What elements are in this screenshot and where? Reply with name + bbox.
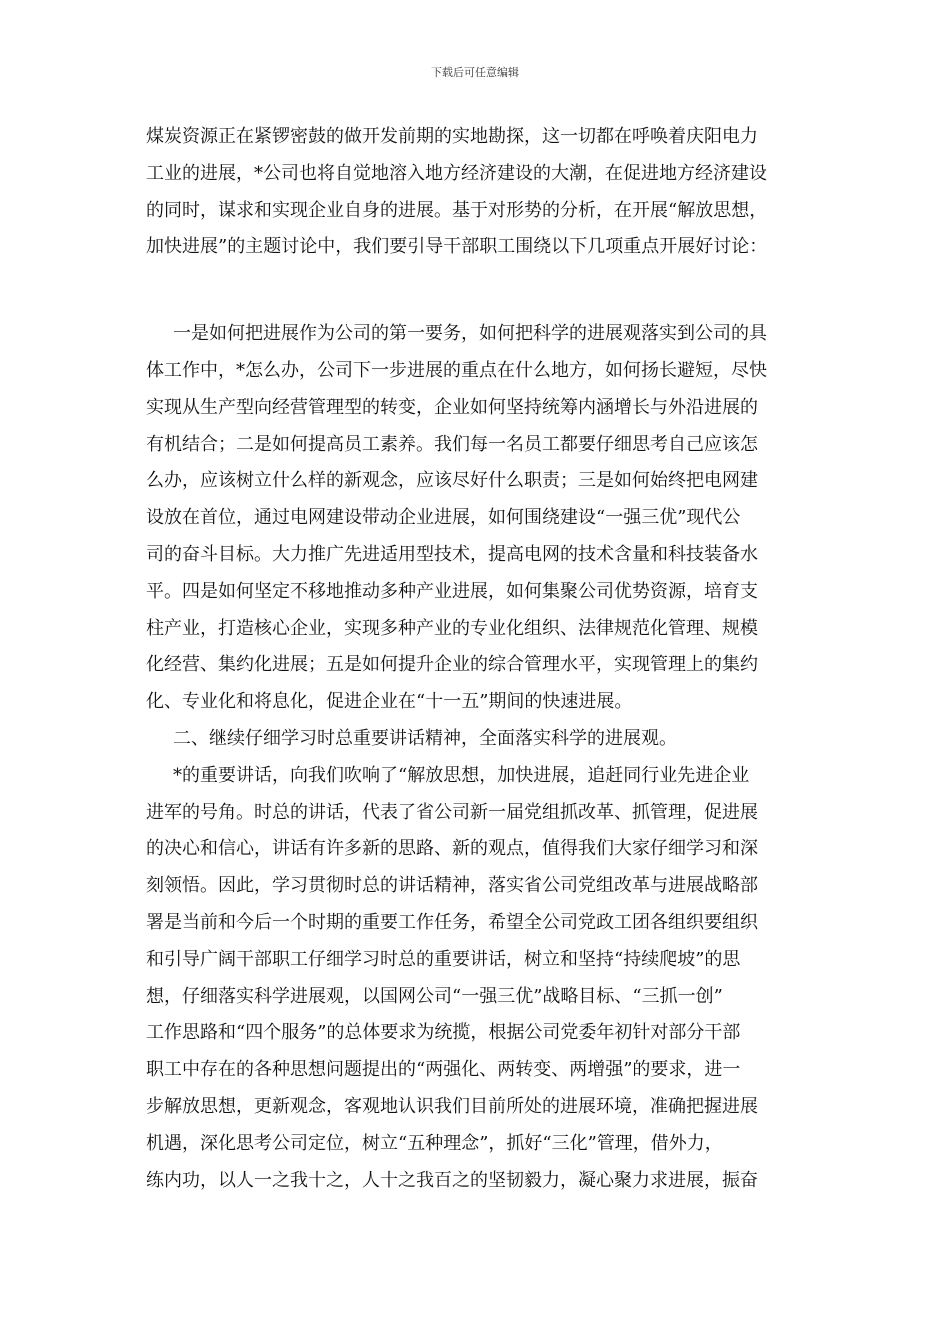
text-line: 一是如何把进展作为公司的第一要务，如何把科学的进展观落实到公司的具 xyxy=(173,323,767,345)
text-line: 煤炭资源正在紧锣密鼓的做开发前期的实地勘探，这一切都在呼唤着庆阳电力 xyxy=(146,126,758,147)
text-line: 设放在首位，通过电网建设带动企业进展，如何围绕建设“一强三优”现代公 xyxy=(146,507,741,529)
text-line: 职工中存在的各种思想问题提出的“两强化、两转变、两增强”的要求，进一 xyxy=(146,1059,741,1081)
text-line: 练内功，以人一之我十之，人十之我百之的坚韧毅力，凝心聚力求进展，振奋 xyxy=(146,1169,758,1191)
text-line: 进军的号角。时总的讲话，代表了省公司新一届党组抓改革、抓管理，促进展 xyxy=(146,801,758,823)
text-line: 化经营、集约化进展；五是如何提升企业的综合管理水平，实现管理上的集约 xyxy=(146,654,758,676)
text-line: 司的奋斗目标。大力推广先进适用型技术，提高电网的技术含量和科技装备水 xyxy=(146,543,758,565)
text-line: 柱产业，打造核心企业，实现多种产业的专业化组织、法律规范化管理、规模 xyxy=(146,617,758,639)
text-line: 想，仔细落实科学进展观，以国网公司“一强三优”战略目标、“三抓一创” xyxy=(146,985,723,1007)
text-line: 平。四是如何坚定不移地推动多种产业进展，如何集聚公司优势资源，培育支 xyxy=(146,580,758,602)
text-line: 机遇，深化思考公司定位，树立“五种理念”，抓好“三化”管理，借外力， xyxy=(146,1132,723,1154)
text-line: 工业的进展，*公司也将自觉地溶入地方经济建设的大潮，在促进地方经济建设 xyxy=(146,162,767,184)
text-line: 加快进展”的主题讨论中，我们要引导干部职工围绕以下几项重点开展好讨论： xyxy=(146,236,768,258)
text-line: 有机结合；二是如何提高员工素养。我们每一名员工都要仔细思考自己应该怎 xyxy=(146,433,758,455)
paragraph-gap xyxy=(146,266,826,316)
text-line: 和引导广阔干部职工仔细学习时总的重要讲话，树立和坚持“持续爬坡”的思 xyxy=(146,948,741,970)
paragraph-intro xyxy=(146,119,826,266)
text-line: 化、专业化和将息化，促进企业在“十一五”期间的快速进展。 xyxy=(146,691,633,713)
section-heading xyxy=(146,721,826,758)
text-line: 刻领悟。因此，学习贯彻时总的讲话精神，落实省公司党组改革与进展战略部 xyxy=(146,875,758,897)
text-line: 二、继续仔细学习时总重要讲话精神，全面落实科学的进展观。 xyxy=(173,727,677,749)
paragraph-speech xyxy=(146,758,826,1200)
paragraph-discussion-points xyxy=(146,316,826,721)
text-line: *的重要讲话，向我们吹响了“解放思想，加快进展，追赶同行业先进企业 xyxy=(173,764,750,786)
text-line: 的决心和信心，讲话有许多新的思路、新的观点，值得我们大家仔细学习和深 xyxy=(146,838,758,860)
text-line: 么办，应该树立什么样的新观念，应该尽好什么职责；三是如何始终把电网建 xyxy=(146,470,758,492)
text-line: 工作思路和“四个服务”的总体要求为统揽，根据公司党委年初针对部分干部 xyxy=(146,1022,741,1044)
text-line: 署是当前和今后一个时期的重要工作任务，希望全公司党政工团各组织要组织 xyxy=(146,911,758,933)
text-line: 体工作中，*怎么办，公司下一步进展的重点在什么地方，如何扬长避短，尽快 xyxy=(146,359,767,381)
text-line: 步解放思想，更新观念，客观地认识我们目前所处的进展环境，准确把握进展 xyxy=(146,1095,758,1117)
text-line: 实现从生产型向经营管理型的转变，企业如何坚持统筹内涵增长与外沿进展的 xyxy=(146,396,758,418)
page-header-note: 下载后可任意编辑 xyxy=(431,66,519,79)
document-body xyxy=(146,119,826,1199)
text-line: 的同时，谋求和实现企业自身的进展。基于对形势的分析，在开展“解放思想， xyxy=(146,199,768,221)
